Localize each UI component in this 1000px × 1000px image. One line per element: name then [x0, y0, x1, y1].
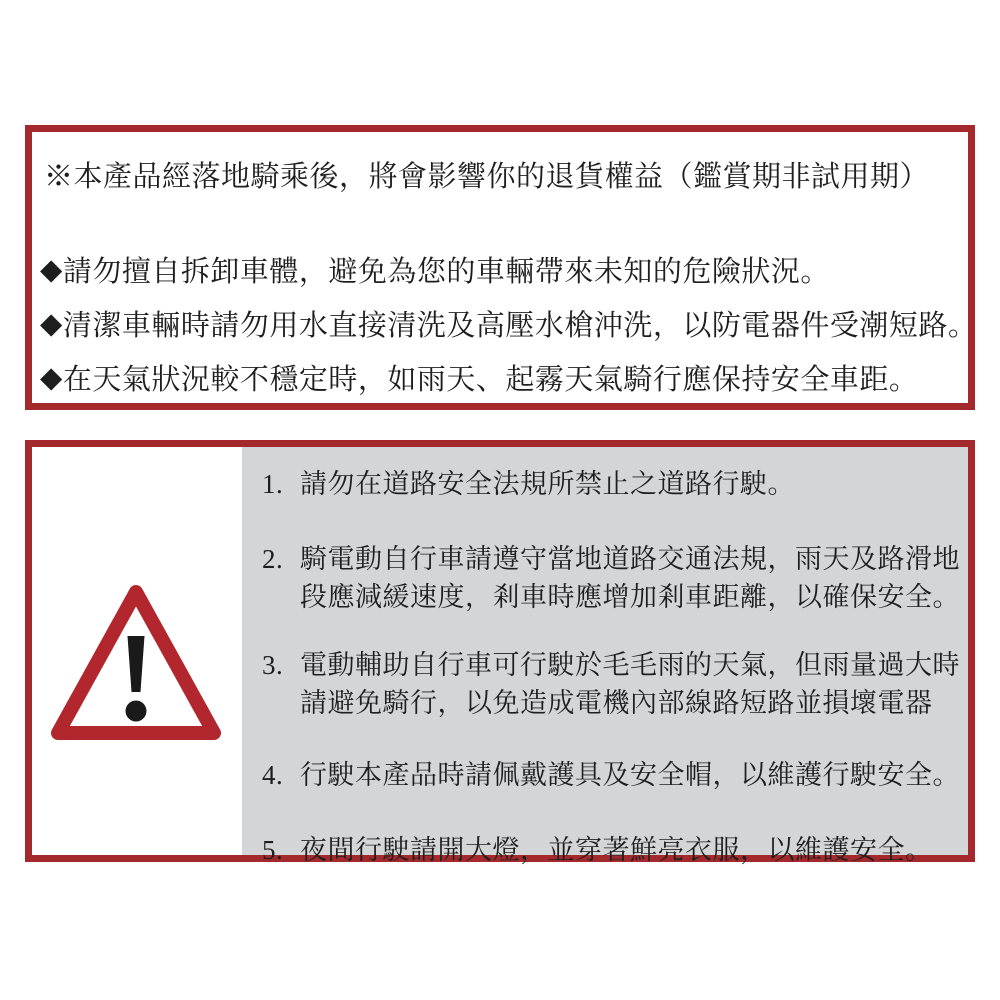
warning-item: [262, 540, 960, 616]
warning-item: [262, 646, 960, 722]
bullet-item: [40, 350, 964, 404]
item-text: 電動輔助自行車可行駛於毛毛雨的天氣，但雨量過大時請避免騎行，以免造成電機內部線路短路並損壞電器: [300, 650, 960, 718]
item-text: 行駛本產品時請佩戴護具及安全帽，以維護行駛安全。: [300, 760, 960, 790]
bullet-text: 清潔車輛時請勿用水直接清洗及高壓水槍沖洗，以防電器件受潮短路。: [62, 309, 978, 342]
item-text: 夜間行駛請開大燈，並穿著鮮亮衣服，以維護安全。: [300, 835, 933, 865]
warning-item: [262, 756, 960, 794]
item-number: 4.: [262, 760, 284, 790]
diamond-bullet-icon: ◆: [40, 253, 63, 286]
item-number: 1.: [262, 469, 284, 499]
item-number: 5.: [262, 835, 284, 865]
warning-box: [25, 440, 975, 865]
item-number: 2.: [262, 544, 284, 574]
bullet-text: 請勿擅自拆卸車體，避免為您的車輛帶來未知的危險狀況。: [62, 255, 830, 288]
item-text: 騎電動自行車請遵守當地道路交通法規，雨天及路滑地段應減緩速度，剎車時應增加剎車距離，以確保安全。: [300, 544, 960, 612]
warning-item: [262, 831, 960, 869]
diamond-bullet-icon: ◆: [40, 307, 63, 340]
warning-triangle-icon: [47, 582, 225, 744]
notice-headline: ※本產品經落地騎乘後，將會影響你的退貨權益（鑑賞期非試用期）: [44, 161, 930, 193]
item-number: 3.: [262, 650, 284, 680]
item-text: 請勿在道路安全法規所禁止之道路行駛。: [300, 469, 795, 499]
warning-item-list: [262, 465, 960, 869]
bullet-text: 在天氣狀況較不穩定時，如雨天、起霧天氣騎行應保持安全車距。: [62, 363, 919, 396]
notice-bullet-list: [40, 242, 978, 404]
warning-item: [262, 465, 960, 503]
notice-box: [25, 125, 978, 410]
bullet-item: [40, 242, 964, 296]
bullet-item: [40, 296, 978, 350]
diamond-bullet-icon: ◆: [40, 361, 63, 394]
